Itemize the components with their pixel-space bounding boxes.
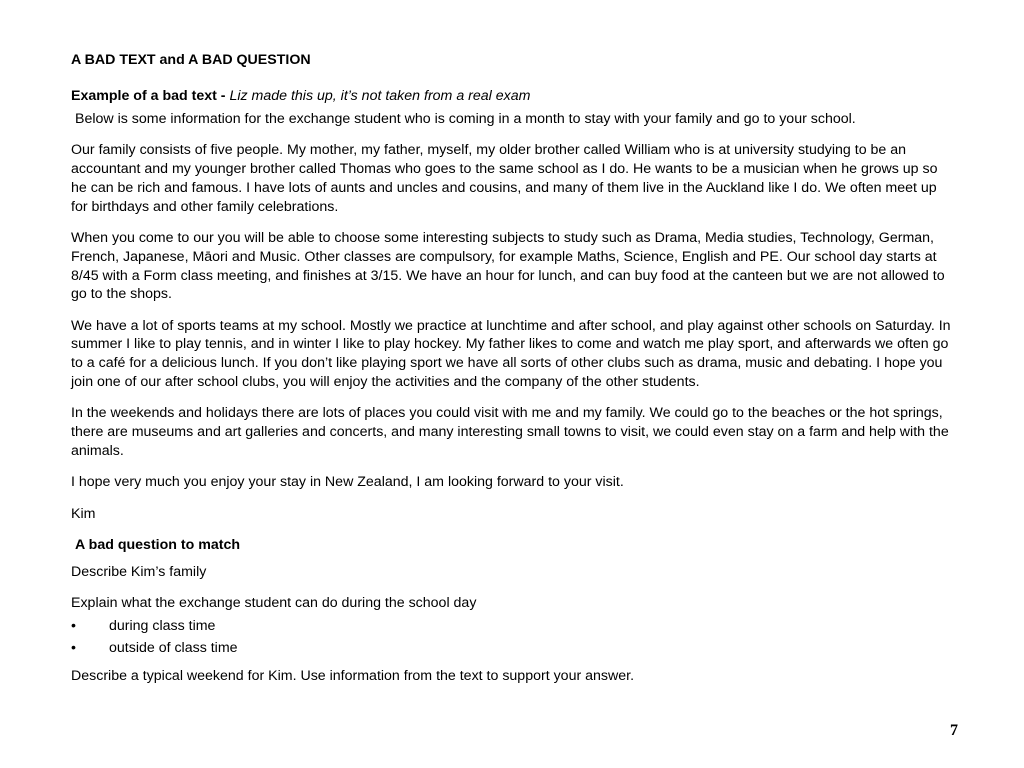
- question-bullet-list: [71, 617, 956, 658]
- example-heading: [71, 86, 956, 106]
- paragraph-weekends: In the weekends and holidays there are lots of places you could visit with me and my family. We could go to the beaches or the hot springs, there are museums and art galleries and concerts, and many interesting small towns to visit, we could even stay on a farm and help with the animals.: [71, 405, 949, 459]
- paragraph-school: When you come to our you will be able to choose some interesting subjects to study such as Drama, Media studies, Technology, German, French, Japanese, Māori and Music. Other classes are compulsory, for example Maths, Science, English and PE. Our school day starts at 8/45 with a Form class meeting, and finishes at 3/15. We have an hour for lunch, and can buy food at the canteen but we are not allowed to go to the shops.: [71, 229, 945, 303]
- page-number: 7: [950, 722, 958, 739]
- example-note: Liz made this up, it’s not taken from a real exam: [229, 88, 531, 104]
- document-page: [71, 50, 956, 698]
- bullet-text: outside of class time: [109, 640, 238, 657]
- example-label: Example of a bad text -: [71, 88, 230, 104]
- intro-paragraph: Below is some information for the exchange student who is coming in a month to stay with your family and go to your school.: [75, 111, 856, 127]
- bullet-icon: •: [71, 640, 76, 657]
- question-weekend: Describe a typical weekend for Kim. Use information from the text to support your answer.: [71, 668, 635, 685]
- bullet-text: during class time: [109, 617, 216, 634]
- paragraph-closing: I hope very much you enjoy your stay in New Zealand, I am looking forward to your visit.: [71, 474, 624, 491]
- document-title: A BAD TEXT and A BAD QUESTION: [71, 52, 311, 68]
- bullet-icon: •: [71, 617, 76, 634]
- paragraph-family: Our family consists of five people. My mother, my father, myself, my older brother called William who is at university studying to be an accountant and my younger brother called Thomas who goes to the same school as I do. He wants to be a musician when he grows up so he can be rich and famous. I have lots of aunts and uncles and cousins, and many of them live in the Auckland like I do. We often meet up for birthdays and other family celebrations.: [71, 142, 938, 215]
- question-heading: A bad question to match: [75, 536, 240, 553]
- question-school-day: Explain what the exchange student can do during the school day: [71, 594, 477, 611]
- signature: Kim: [71, 505, 96, 522]
- list-item: [71, 639, 956, 658]
- paragraph-sports: We have a lot of sports teams at my school. Mostly we practice at lunchtime and after school, and play against other schools on Saturday. In summer I like to play tennis, and in winter I like to play hockey. My father likes to come and watch me play sport, and afterwards we often go to a café for a delicious lunch. If you don’t like playing sport we have all sorts of other clubs such as drama, music and debating. I hope you join one of our after school clubs, you will enjoy the activities and the company of the other students.: [71, 317, 951, 391]
- list-item: [71, 617, 956, 636]
- question-family: Describe Kim’s family: [71, 563, 207, 580]
